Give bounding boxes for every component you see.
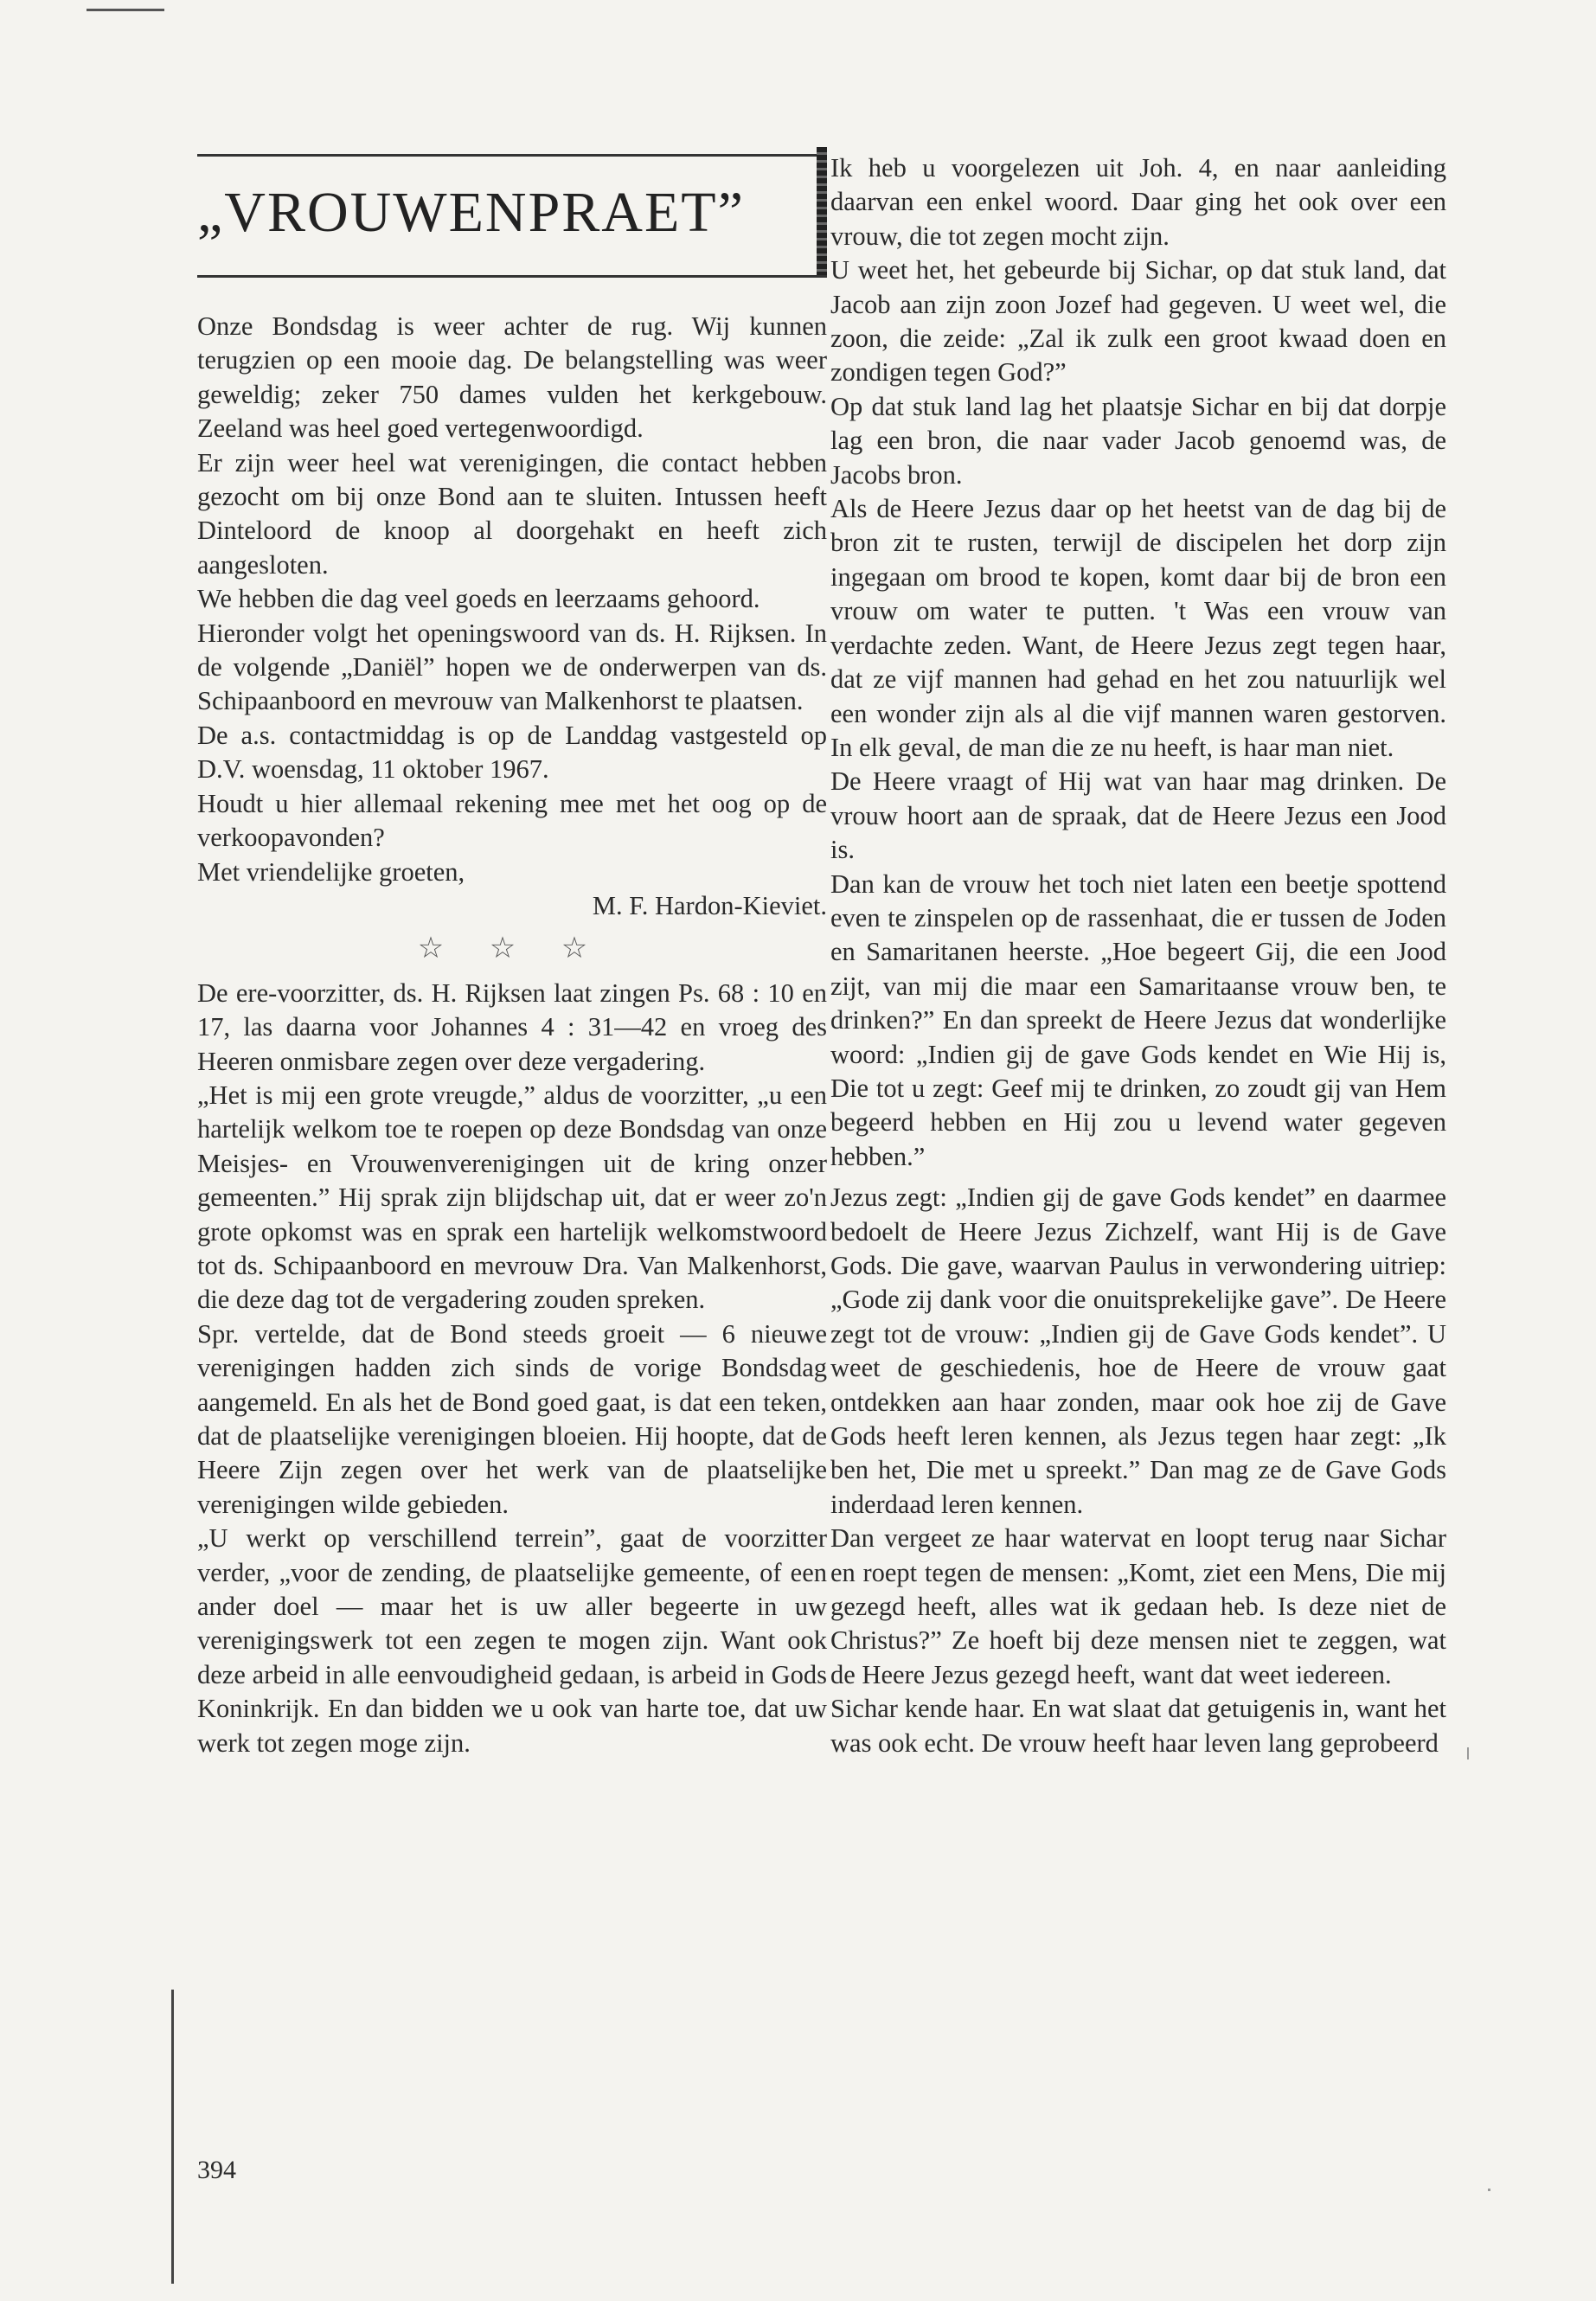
star-separator: ☆ ☆ ☆ [417,933,607,965]
paragraph: De ere-voorzitter, ds. H. Rijksen laat zingen Ps. 68 : 10 en 17, las daarna voor Johannes 4 : 31—42 en vroeg des Heeren onmisbare zegen over deze vergadering. [197,977,827,1076]
title-rule-top [197,154,827,157]
paragraph: Hieronder volgt het openingswoord van ds. H. Rijksen. In de volgende „Daniël” hopen we de onderwerpen van ds. Schipaanboord en mevrouw van Malkenhorst te plaatsen. [197,618,827,716]
paragraph: We hebben die dag veel goeds en leerzaams gehoord. [197,584,760,614]
paragraph: Dan kan de vrouw het toch niet laten een beetje spottend even te zinspelen op de rassenhaat, die er tussen de Joden en Samaritanen heerste. „Hoe begeert Gij, die een Jood zijt, van mij die maar een Samaritaanse vrouw ben, te drinken?” En dan spreekt de Heere Jezus dat wonderlijke woord: „Indien gij de gave Gods kendet en Wie Hij is, Die tot u zegt: Geef mij te drinken, zo zoudt gij van Hem begeerd hebben en Hij zou u levend water gegeven hebben.” [830,868,1446,1171]
paragraph: Spr. vertelde, dat de Bond steeds groeit — 6 nieuwe verenigingen hadden zich sinds de vorige Bondsdag aangemeld. En als het de Bond goed gaat, is dat een teken, dat de plaatselijke verenigingen bloeien. Hij hoopte, dat de Heere Zijn zegen over het werk van de plaatselijke verenigingen wilde gebieden. [197,1318,827,1519]
paragraph: Jezus zegt: „Indien gij de gave Gods kendet” en daarmee bedoelt de Heere Jezus Zichzelf, want Hij is de Gave Gods. Die gave, waarvan Paulus in verwondering uitriep: „Gode zij dank voor die onuitsprekelijke gave”. De Heere zegt tot de vrouw: „Indien gij de Gave Gods kendet”. U weet de geschiedenis, hoe de Heere de vrouw gaat ontdekken aan haar zonden, maar ook hoe zij de Gave Gods heeft leren kennen, als Jezus tegen haar zegt: „Ik ben het, Die met u spreekt.” Dan mag ze de Gave Gods inderdaad leren kennen. [830,1183,1446,1519]
signature: M. F. Hardon-Kieviet. [592,890,827,920]
paragraph: Houdt u hier allemaal rekening mee met het oog op de verkoopavonden? [197,788,827,853]
paragraph: „Het is mij een grote vreugde,” aldus de voorzitter, „u een hartelijk welkom toe te roepen op deze Bondsdag van onze Meisjes- en Vrouwenverenigingen uit de kring onzer gemeenten.” Hij sprak zijn blijdschap uit, dat er weer zo'n grote opkomst was en sprak een hartelijk welkomstwoord tot ds. Schipaanboord en mevrouw Dra. Van Malkenhorst, die deze dag tot de vergadering zouden spreken. [197,1080,827,1315]
paragraph: Als de Heere Jezus daar op het heetst van de dag bij de bron zit te rusten, terwijl de discipelen het dorp zijn ingegaan om brood te kopen, komt daar bij de bron een vrouw om water te putten. 't Was een vrouw van verdachte zeden. Want, de Heere Jezus zegt tegen haar, dat ze vijf mannen had gehad en het zou natuurlijk wel een wonder zijn als al die vijf mannen waren gestorven. In elk geval, de man die ze nu heeft, is haar man niet. [830,494,1446,762]
paragraph: Onze Bondsdag is weer achter de rug. Wij kunnen terugzien op een mooie dag. De belangstelling was weer geweldig; zeker 750 dames vulden het kerkgebouw. Zeeland was heel goed vertegenwoordigd. [197,311,827,444]
paragraph-gap [830,1174,1446,1181]
margin-dot [1488,2189,1490,2191]
margin-mark [1467,1747,1469,1759]
right-column [830,151,1446,1760]
page-number: 394 [197,2156,236,2184]
title-rule-bottom [197,275,827,278]
paragraph: De a.s. contactmiddag is op de Landdag vastgesteld op D.V. woensdag, 11 oktober 1967. [197,720,827,785]
paragraph: U weet het, het gebeurde bij Sichar, op dat stuk land, dat Jacob aan zijn zoon Jozef had gegeven. U weet wel, die zoon, die zeide: „Zal ik zulk een groot kwaad doen en zondigen tegen God?” [830,255,1446,388]
left-column [197,147,827,1760]
title-side-bar [817,147,827,277]
paragraph: Sichar kende haar. En wat slaat dat getuigenis in, want het was ook echt. De vrouw heeft haar leven lang geprobeerd [830,1694,1446,1758]
paragraph: Dan vergeet ze haar watervat en loopt terug naar Sichar en roept tegen de mensen: „Komt, ziet een Mens, Die mij gezegd heeft, alles wat ik gedaan heb. Is deze niet de Christus?” Ze hoeft bij deze mensen niet te zeggen, wat de Heere Jezus gezegd heeft, want dat weet iedereen. [830,1523,1446,1689]
page-title: „VROUWENPRAET” [197,181,745,244]
paragraph: Op dat stuk land lag het plaatsje Sichar en bij dat dorpje lag een bron, die naar vader Jacob genoemd was, de Jacobs bron. [830,391,1446,490]
paragraph: Er zijn weer heel wat verenigingen, die contact hebben gezocht om bij onze Bond aan te sluiten. Intussen heeft Dinteloord de knoop al doorgehakt en heeft zich aangesloten. [197,447,827,580]
top-edge-rule [87,9,164,11]
title-box [197,147,827,277]
paragraph: „U werkt op verschillend terrein”, gaat de voorzitter verder, „voor de zending, de plaatselijke gemeente, of een ander doel — maar het is uw aller begeerte in uw verenigingswerk tot een zegen te mogen zijn. Want ook deze arbeid in alle eenvoudigheid gedaan, is arbeid in Gods Koninkrijk. En dan bidden we u ook van harte toe, dat uw werk tot zegen moge zijn. [197,1523,827,1758]
paragraph: Met vriendelijke groeten, [197,856,465,887]
paragraph: Ik heb u voorgelezen uit Joh. 4, en naar aanleiding daarvan een enkel woord. Daar ging het ook over een vrouw, die tot zegen mocht zijn. [830,153,1446,251]
left-margin-rule [171,1990,174,2284]
paragraph: De Heere vraagt of Hij wat van haar mag drinken. De vrouw hoort aan de spraak, dat de Heere Jezus een Jood is. [830,766,1446,865]
